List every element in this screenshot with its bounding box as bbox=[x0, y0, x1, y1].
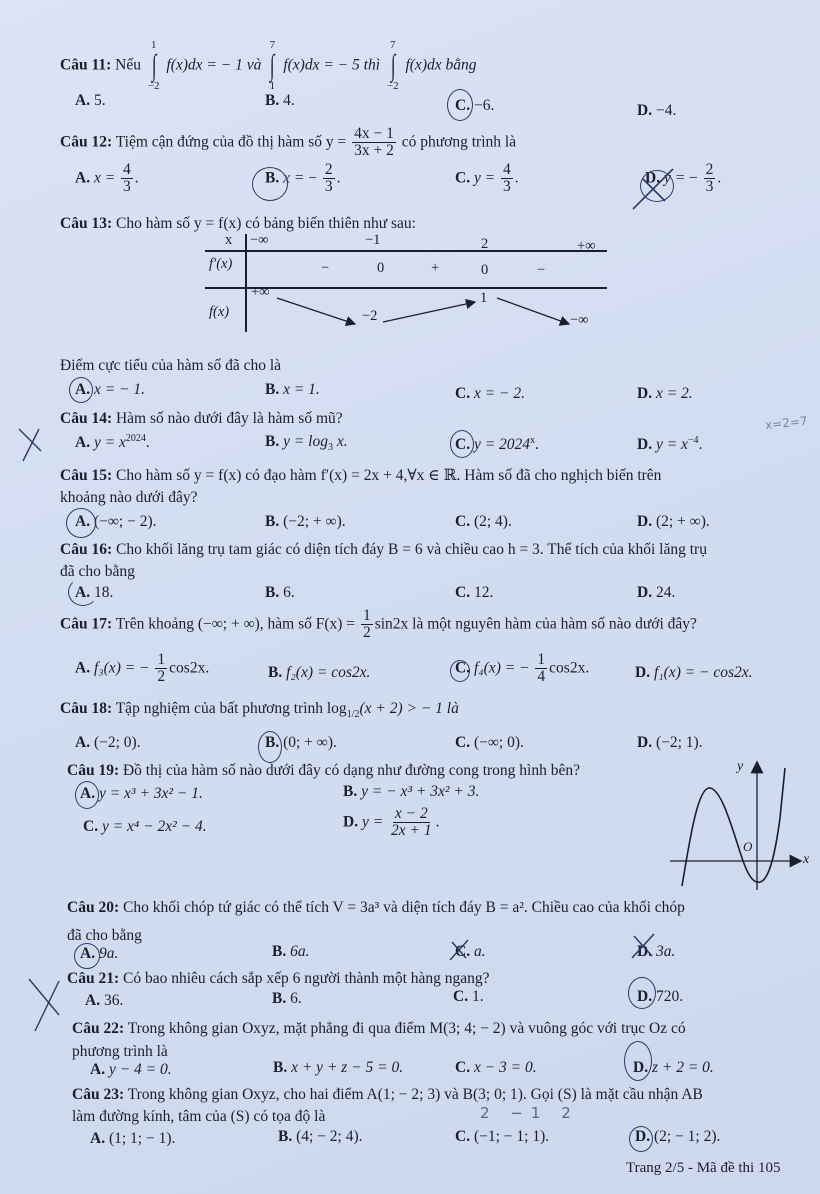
option-19c bbox=[83, 818, 207, 836]
stem-text: Cho hàm số y = f(x) có bảng biến thiên như sau: bbox=[115, 215, 416, 232]
option-letter: C. bbox=[455, 97, 471, 114]
option-letter: D. bbox=[645, 169, 661, 187]
denominator: 3 bbox=[705, 178, 714, 196]
stem-text: f(x)dx bằng bbox=[405, 56, 477, 74]
question-label: Câu 13: bbox=[60, 215, 113, 232]
question-15-stem bbox=[60, 466, 661, 485]
question-16-stem bbox=[60, 541, 707, 559]
option-12a: A. x = $\frac{4}{3}$ . bbox=[75, 161, 139, 196]
option-text: 12. bbox=[473, 584, 494, 601]
option-22b bbox=[273, 1059, 403, 1077]
lower-bound: −2 bbox=[147, 80, 160, 92]
question-21-stem bbox=[67, 970, 490, 988]
sign-cell: 0 bbox=[481, 262, 489, 278]
option-tail: . bbox=[535, 436, 539, 454]
stem-text: sin2x là một nguyên hàm của hàm số nào dưới đây? bbox=[374, 615, 697, 633]
option-text: 24. bbox=[655, 584, 676, 601]
stem-text: Hàm số nào dưới đây là hàm số mũ? bbox=[115, 410, 343, 427]
option-letter: B. bbox=[265, 169, 280, 187]
question-11-stem bbox=[60, 40, 476, 92]
option-letter: C. bbox=[455, 513, 471, 530]
option-letter: D. bbox=[343, 813, 359, 831]
upper-bound: 7 bbox=[269, 39, 276, 51]
option-letter: B. bbox=[343, 783, 358, 800]
sign-cell: + bbox=[431, 260, 440, 276]
option-text: y = − x³ + 3x² + 3. bbox=[361, 783, 480, 800]
option-text: (−2; 0). bbox=[93, 734, 141, 751]
pen-circle-mark bbox=[450, 660, 470, 682]
option-letter: D. bbox=[635, 664, 651, 681]
stem-text: Trong không gian Oxyz, mặt phẳng đi qua điểm M(3; 4; − 2) và vuông góc với trục Oz có bbox=[127, 1020, 686, 1037]
question-label: Câu 16: bbox=[60, 541, 113, 558]
question-13-prompt: Điểm cực tiểu của hàm số đã cho là bbox=[60, 357, 282, 374]
x-header: x bbox=[225, 232, 233, 248]
variation-arrows bbox=[205, 232, 607, 332]
question-20-stem bbox=[67, 899, 685, 917]
option-text: (0; + ∞). bbox=[283, 734, 337, 751]
option-text: (−2; 1). bbox=[655, 734, 703, 751]
stem-text: Tập nghiệm của bất phương trình log bbox=[115, 700, 347, 717]
option-letter: A. bbox=[85, 992, 101, 1009]
option-17c bbox=[455, 652, 589, 686]
option-text: 3a. bbox=[655, 943, 676, 960]
option-21a bbox=[85, 992, 123, 1010]
option-letter: B. bbox=[272, 943, 287, 960]
lower-bound: 1 bbox=[269, 80, 276, 92]
stem-text: Tiệm cận đứng của đồ thị hàm số y = bbox=[115, 133, 347, 151]
option-11d bbox=[637, 102, 676, 120]
sign: − bbox=[308, 169, 317, 187]
option-21c bbox=[453, 988, 484, 1006]
option-letter: B. bbox=[278, 1128, 293, 1145]
numerator: 2 bbox=[705, 161, 714, 178]
fraction bbox=[704, 162, 716, 196]
option-19d: D. y = $\frac{x - 2}{2x + 1}$ . bbox=[343, 805, 440, 840]
option-letter: B. bbox=[265, 734, 280, 751]
pen-circle-mark bbox=[74, 943, 100, 969]
option-16d bbox=[637, 584, 675, 602]
superscript: −4 bbox=[687, 435, 699, 446]
pen-circle-mark bbox=[252, 167, 288, 201]
option-13b bbox=[265, 381, 320, 399]
question-17-stem bbox=[60, 608, 697, 642]
pen-cross-mark bbox=[25, 975, 65, 1035]
sign-cell: − bbox=[537, 262, 546, 278]
option-lhs: f₁(x) = − cos2x. bbox=[653, 664, 753, 681]
fraction bbox=[389, 806, 434, 840]
pen-circle-mark bbox=[68, 578, 98, 606]
denominator: 2 bbox=[362, 624, 371, 642]
option-11a bbox=[75, 92, 106, 110]
question-23-stem-line2: làm đường kính, tâm của (S) có tọa độ là bbox=[72, 1108, 326, 1125]
stem-text: Cho hàm số y = f(x) có đạo hàm f′(x) = 2x + 4,∀x ∈ ℝ. Hàm số đã cho nghịch biến trên bbox=[115, 467, 662, 484]
option-tail: . bbox=[698, 436, 703, 454]
option-text: 9a. bbox=[98, 945, 119, 962]
stem-text: Trên khoảng (−∞; + ∞), hàm số F(x) = bbox=[115, 615, 356, 633]
question-20-stem-line2: đã cho bằng bbox=[67, 927, 142, 944]
option-letter: D. bbox=[637, 102, 653, 119]
option-letter: C. bbox=[453, 988, 469, 1005]
denominator: 3 bbox=[123, 178, 131, 196]
option-rhs: cos2x. bbox=[169, 659, 210, 677]
lower-bound: −2 bbox=[386, 80, 399, 92]
question-label: Câu 19: bbox=[67, 762, 120, 779]
option-text: x = − 2. bbox=[473, 385, 526, 402]
pen-cross-mark bbox=[625, 165, 685, 215]
option-letter: C. bbox=[455, 436, 471, 454]
option-text: 5. bbox=[93, 92, 106, 109]
option-text: (4; − 2; 4). bbox=[296, 1128, 363, 1145]
question-15-stem-line2: khoảng nào dưới đây? bbox=[60, 489, 198, 506]
option-letter: D. bbox=[633, 1059, 649, 1076]
option-text: y − 4 = 0. bbox=[108, 1061, 172, 1078]
question-14-stem bbox=[60, 410, 343, 428]
option-letter: C. bbox=[455, 1128, 471, 1145]
question-23-stem bbox=[72, 1086, 703, 1104]
numerator: 1 bbox=[537, 651, 546, 668]
option-13d bbox=[637, 385, 693, 403]
option-text: (−1; − 1; 1). bbox=[473, 1128, 550, 1145]
numerator: 1 bbox=[362, 607, 371, 624]
option-17a bbox=[75, 652, 209, 686]
denominator: 4 bbox=[537, 668, 546, 686]
stem-text: Nếu bbox=[115, 56, 141, 74]
option-letter: D. bbox=[635, 1128, 651, 1145]
fprime-header: f′(x) bbox=[209, 256, 233, 272]
f-value: −∞ bbox=[570, 312, 589, 328]
graph-y-label: y bbox=[737, 759, 744, 774]
option-letter: C. bbox=[455, 943, 471, 960]
option-letter: C. bbox=[83, 818, 99, 835]
option-letter: A. bbox=[80, 945, 96, 962]
option-14a bbox=[75, 433, 150, 452]
option-15b bbox=[265, 513, 346, 531]
option-letter: D. bbox=[637, 385, 653, 402]
option-letter: B. bbox=[273, 1059, 288, 1076]
option-11b bbox=[265, 92, 295, 110]
option-text: 1. bbox=[471, 988, 484, 1005]
question-18-stem bbox=[60, 700, 459, 720]
integral-1: 1 ∫ −2 bbox=[147, 39, 160, 92]
option-tail: x. bbox=[333, 433, 348, 450]
option-text: 6a. bbox=[290, 943, 310, 960]
question-label: Câu 20: bbox=[67, 899, 120, 916]
option-text: z + 2 = 0. bbox=[651, 1059, 714, 1076]
fraction bbox=[323, 162, 335, 196]
pen-cross-mark bbox=[446, 936, 472, 964]
option-letter: D. bbox=[637, 436, 653, 454]
option-12d: D. y = − $\frac{2}{3}$ . bbox=[645, 161, 722, 196]
option-text: y = x³ + 3x² − 1. bbox=[98, 785, 203, 802]
option-letter: A. bbox=[75, 92, 91, 109]
option-letter: B. bbox=[265, 381, 280, 398]
pen-circle-mark bbox=[629, 1126, 653, 1152]
denominator: 3 bbox=[324, 178, 333, 196]
fraction bbox=[501, 162, 513, 196]
option-lhs: f₂(x) = cos2x. bbox=[286, 664, 371, 681]
option-12c: C. y = $\frac{4}{3}$ . bbox=[455, 161, 519, 196]
option-text: 720. bbox=[655, 988, 684, 1005]
numerator: 4x − 1 bbox=[354, 125, 394, 142]
x-value: +∞ bbox=[577, 238, 596, 254]
stem-text: Có bao nhiêu cách sắp xếp 6 người thành một hàng ngang? bbox=[122, 970, 490, 987]
option-lhs: x = bbox=[283, 169, 305, 187]
pen-circle-mark bbox=[69, 377, 93, 403]
pen-circle-mark bbox=[75, 781, 99, 809]
denominator: 2x + 1 bbox=[391, 822, 432, 840]
option-letter: D. bbox=[637, 943, 653, 960]
question-22-stem-line2: phương trình là bbox=[72, 1043, 168, 1060]
option-text: (2; − 1; 2). bbox=[653, 1128, 721, 1145]
option-22a bbox=[90, 1061, 172, 1079]
fraction bbox=[361, 608, 373, 642]
integral-2: 7 ∫ 1 bbox=[269, 39, 276, 92]
option-letter: A. bbox=[80, 785, 96, 802]
option-letter: B. bbox=[265, 92, 280, 109]
option-letter: D. bbox=[637, 584, 653, 601]
x-value: −∞ bbox=[250, 232, 269, 248]
question-12-stem bbox=[60, 126, 516, 160]
question-label: Câu 22: bbox=[72, 1020, 125, 1037]
fraction bbox=[535, 652, 547, 686]
option-19b bbox=[343, 783, 479, 801]
denominator: 2 bbox=[157, 668, 166, 686]
option-letter: B. bbox=[265, 433, 280, 450]
option-17d bbox=[635, 664, 753, 682]
question-label: Câu 15: bbox=[60, 467, 113, 484]
option-letter: B. bbox=[272, 990, 287, 1007]
option-text: 6. bbox=[283, 584, 295, 601]
x-value: 2 bbox=[481, 236, 489, 252]
option-text: (2; 4). bbox=[473, 513, 512, 530]
upper-bound: 1 bbox=[150, 39, 157, 51]
option-14d bbox=[637, 435, 702, 454]
page-footer: Trang 2/5 - Mã đề thi 105 bbox=[626, 1160, 781, 1176]
numerator: 4 bbox=[123, 161, 131, 178]
question-19-stem bbox=[67, 762, 580, 780]
option-letter: A. bbox=[75, 659, 91, 677]
option-text: −6. bbox=[473, 97, 495, 114]
numerator: 1 bbox=[157, 651, 166, 668]
stem-text: có phương trình là bbox=[401, 133, 517, 151]
stem-text: f(x)dx = − 5 thì bbox=[283, 56, 380, 74]
question-label: Câu 17: bbox=[60, 615, 113, 633]
option-15d bbox=[637, 513, 710, 531]
option-text: x = 1. bbox=[283, 381, 320, 398]
option-text: y = bbox=[361, 813, 384, 831]
subscript: 3 bbox=[328, 442, 333, 454]
option-text: x = 2. bbox=[655, 385, 693, 402]
option-12b: B. x = − $\frac{2}{3}$ . bbox=[265, 161, 341, 196]
pen-cross-mark bbox=[628, 930, 658, 962]
option-22c bbox=[455, 1059, 537, 1077]
option-lhs: f₃(x) = − bbox=[93, 659, 150, 677]
denominator: 3x + 2 bbox=[354, 142, 394, 160]
variation-table bbox=[205, 232, 607, 332]
option-20b bbox=[272, 943, 309, 961]
question-label: Câu 11: bbox=[60, 56, 112, 74]
option-text: 36. bbox=[103, 992, 124, 1009]
option-text: (−∞; 0). bbox=[473, 734, 524, 751]
option-letter: C. bbox=[455, 169, 471, 187]
question-16-stem-line2: đã cho bằng bbox=[60, 563, 135, 580]
option-letter: A. bbox=[75, 381, 91, 398]
option-text: (−∞; − 2). bbox=[93, 513, 157, 530]
graph-origin-label: O bbox=[743, 839, 753, 854]
stem-text: Cho khối chóp tứ giác có thể tích V = 3a³ và diện tích đáy B = a². Chiều cao của khối chóp bbox=[122, 899, 685, 916]
option-text: (2; + ∞). bbox=[655, 513, 710, 530]
option-lhs: x = bbox=[93, 169, 116, 187]
option-letter: C. bbox=[455, 734, 471, 751]
option-18a bbox=[75, 734, 141, 752]
pen-circle-mark bbox=[624, 1041, 652, 1081]
option-letter: B. bbox=[268, 664, 283, 681]
pen-circle-mark bbox=[628, 977, 656, 1009]
option-letter: C. bbox=[455, 385, 471, 402]
numerator: 4 bbox=[503, 161, 511, 178]
option-21b bbox=[272, 990, 302, 1008]
fraction bbox=[352, 126, 396, 160]
numerator: 2 bbox=[324, 161, 333, 178]
upper-bound: 7 bbox=[389, 39, 396, 51]
sign: − bbox=[689, 169, 698, 187]
stem-text: Đồ thị của hàm số nào dưới đây có dạng như đường cong trong hình bên? bbox=[122, 762, 580, 779]
sign-cell: 0 bbox=[377, 260, 385, 276]
option-letter: B. bbox=[265, 513, 280, 530]
option-text: 18. bbox=[93, 584, 114, 601]
question-22-stem bbox=[72, 1020, 686, 1038]
numerator: x − 2 bbox=[394, 805, 428, 822]
option-letter: D. bbox=[637, 734, 653, 751]
question-label: Câu 14: bbox=[60, 410, 113, 427]
stem-text: Trong không gian Oxyz, cho hai điểm A(1; − 2; 3) và B(3; 0; 1). Gọi (S) là mặt cầu nhận AB bbox=[127, 1086, 703, 1103]
option-text: y = x bbox=[655, 436, 688, 454]
option-tail: . bbox=[145, 434, 150, 452]
fraction bbox=[121, 162, 133, 196]
option-letter: A. bbox=[90, 1061, 106, 1078]
option-letter: D. bbox=[637, 513, 653, 530]
option-letter: D. bbox=[637, 988, 653, 1005]
superscript: 2024 bbox=[125, 433, 146, 444]
f-value: +∞ bbox=[251, 284, 270, 300]
option-letter: C. bbox=[455, 1059, 471, 1076]
option-letter: C. bbox=[455, 659, 471, 677]
option-letter: A. bbox=[75, 434, 91, 452]
option-18c bbox=[455, 734, 524, 752]
x-value: −1 bbox=[365, 232, 381, 248]
option-15c bbox=[455, 513, 512, 531]
question-13-stem bbox=[60, 215, 416, 233]
option-text: a. bbox=[473, 943, 486, 960]
option-rhs: cos2x. bbox=[549, 659, 590, 677]
option-text: x − 3 = 0. bbox=[473, 1059, 537, 1076]
question-label: Câu 18: bbox=[60, 700, 113, 717]
graph-x-label: x bbox=[803, 852, 810, 867]
option-lhs: y = bbox=[473, 169, 496, 187]
option-text: (1; 1; − 1). bbox=[108, 1130, 176, 1147]
fraction bbox=[155, 652, 167, 686]
option-23a bbox=[90, 1130, 175, 1148]
option-text: 6. bbox=[290, 990, 302, 1007]
option-14b bbox=[265, 433, 348, 453]
option-16b bbox=[265, 584, 295, 602]
option-23b bbox=[278, 1128, 363, 1146]
option-text: −4. bbox=[655, 102, 677, 119]
cubic-graph-figure bbox=[660, 758, 820, 898]
option-text: (−2; + ∞). bbox=[283, 513, 346, 530]
f-value: −2 bbox=[362, 308, 378, 324]
integral-3: 7 ∫ −2 bbox=[386, 39, 399, 92]
stem-text: (x + 2) > − 1 là bbox=[359, 700, 459, 717]
option-lhs: f₄(x) = − bbox=[473, 659, 530, 677]
option-letter: A. bbox=[75, 734, 91, 751]
option-text: 4. bbox=[283, 92, 295, 109]
option-13c bbox=[455, 385, 525, 403]
f-value: 1 bbox=[480, 290, 488, 306]
question-label: Câu 23: bbox=[72, 1086, 125, 1103]
f-header: f(x) bbox=[209, 304, 230, 320]
option-16c bbox=[455, 584, 493, 602]
option-lhs: y = bbox=[663, 169, 686, 187]
pen-circle-mark bbox=[258, 731, 282, 763]
handwritten-note: x=2=7 bbox=[764, 413, 809, 433]
option-23c bbox=[455, 1128, 549, 1146]
option-text: y = 2024 bbox=[473, 436, 531, 454]
option-letter: A. bbox=[90, 1130, 106, 1147]
option-letter: A. bbox=[75, 513, 91, 530]
handwritten-note: 2 −1 2 bbox=[480, 1104, 579, 1122]
option-letter: A. bbox=[75, 584, 91, 601]
pen-circle-mark bbox=[447, 89, 473, 121]
superscript: x bbox=[530, 435, 536, 446]
option-text: y = log bbox=[283, 433, 328, 450]
question-label: Câu 12: bbox=[60, 133, 113, 151]
log-base: 1/2 bbox=[346, 709, 360, 721]
option-letter: B. bbox=[265, 584, 280, 601]
option-text: x = − 1. bbox=[93, 381, 146, 398]
option-18d bbox=[637, 734, 703, 752]
stem-text: f(x)dx = − 1 và bbox=[166, 56, 262, 74]
stem-text: Cho khối lăng trụ tam giác có diện tích đáy B = 6 và chiều cao h = 3. Thể tích của khối lăng trụ bbox=[115, 541, 707, 558]
pen-circle-mark bbox=[66, 508, 96, 538]
option-letter: A. bbox=[75, 169, 91, 187]
pen-cross-mark bbox=[15, 425, 45, 465]
denominator: 3 bbox=[503, 178, 511, 196]
option-letter: C. bbox=[455, 584, 471, 601]
pen-circle-mark bbox=[450, 430, 474, 458]
question-label: Câu 21: bbox=[67, 970, 120, 987]
option-text: y = x⁴ − 2x² − 4. bbox=[101, 818, 207, 835]
cubic-curve bbox=[682, 768, 785, 886]
option-text: y = x bbox=[93, 434, 126, 452]
option-text: x + y + z − 5 = 0. bbox=[291, 1059, 404, 1076]
sign-cell: − bbox=[321, 260, 330, 276]
option-17b bbox=[268, 664, 370, 682]
